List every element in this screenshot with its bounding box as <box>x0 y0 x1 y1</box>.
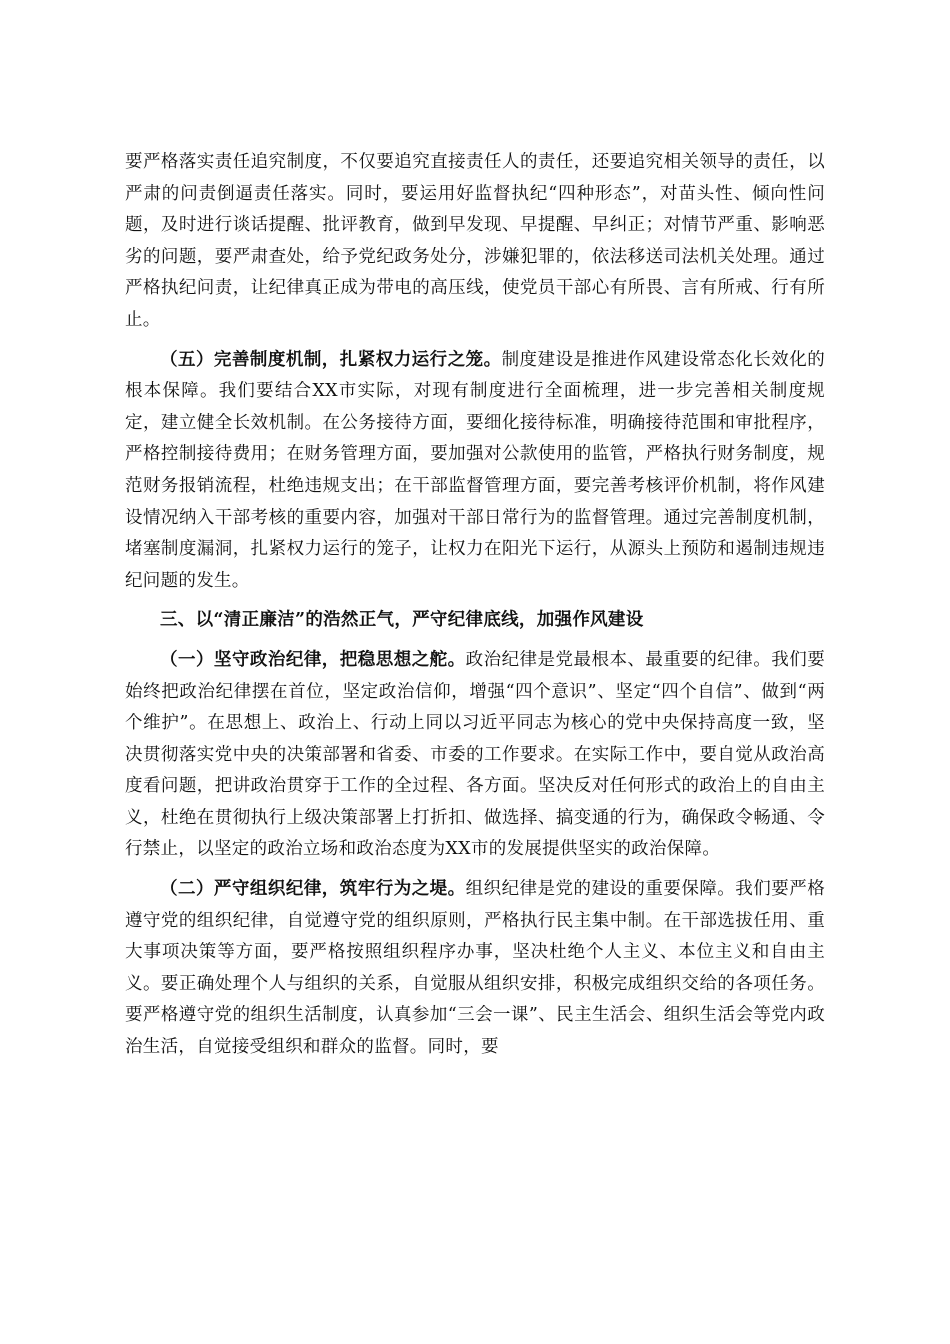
subsection-heading-1: （一）坚守政治纪律，把稳思想之舵。 <box>160 649 466 670</box>
subsection-heading-5: （五）完善制度机制，扎紧权力运行之笼。 <box>160 349 502 370</box>
paragraph-body: 制度建设是推进作风建设常态化长效化的根本保障。我们要结合XX市实际，对现有制度进行全面梳理，进一步完善相关制度规定，建立健全长效机制。在公务接待方面，要细化接待标准，明确接待范围和审批程序，严格控制接待费用；在财务管理方面，要加强对公款使用的监管，严格执行财务制度，规范财务报销流程，杜绝违规支出；在干部监督管理方面，要完善考核评价机制，将作风建设情况纳入干部考核的重要内容，加强对干部日常行为的监督管理。通过完善制度机制，堵塞制度漏洞，扎紧权力运行的笼子，让权力在阳光下运行，从源头上预防和遏制违规违纪问题的发生。 <box>125 349 825 591</box>
paragraph-gap <box>125 866 825 874</box>
paragraph-accountability: 要严格落实责任追究制度，不仅要追究直接责任人的责任，还要追究相关领导的责任，以严肃的问责倒逼责任落实。同时，要运用好监督执纪“四种形态”，对苗头性、倾向性问题，及时进行谈话提醒、批评教育，做到早发现、早提醒、早纠正；对情节严重、影响恶劣的问题，要严肃查处，给予党纪政务处分，涉嫌犯罪的，依法移送司法机关处理。通过严格执纪问责，让纪律真正成为带电的高压线，使党员干部心有所畏、言有所戒、行有所止。 <box>125 152 825 330</box>
paragraph-political-discipline <box>125 645 825 866</box>
paragraph-gap <box>125 637 825 645</box>
paragraph-gap <box>125 337 825 345</box>
subsection-heading-2: （二）严守组织纪律，筑牢行为之堤。 <box>160 879 466 900</box>
paragraph-gap <box>125 597 825 605</box>
paragraph-organizational-discipline <box>125 874 825 1064</box>
paragraph-system-mechanism <box>125 345 825 598</box>
document-page <box>125 147 825 1064</box>
section-3-title: 三、以“清正廉洁”的浩然正气，严守纪律底线，加强作风建设 <box>160 610 644 631</box>
paragraph-body: 政治纪律是党最根本、最重要的纪律。我们要始终把政治纪律摆在首位，坚定政治信仰，增强“四个意识”、坚定“四个自信”、做到“两个维护”。在思想上、政治上、行动上同以习近平同志为核心的党中央保持高度一致，坚决贯彻落实党中央的决策部署和省委、市委的工作要求。在实际工作中，要自觉从政治高度看问题，把讲政治贯穿于工作的全过程、各方面。坚决反对任何形式的政治上的自由主义，杜绝在贯彻执行上级决策部署上打折扣、做选择、搞变通的行为，确保政令畅通、令行禁止，以坚定的政治立场和政治态度为XX市的发展提供坚实的政治保障。 <box>125 649 825 860</box>
paragraph-body: 组织纪律是党的建设的重要保障。我们要严格遵守党的组织纪律，自觉遵守党的组织原则，严格执行民主集中制。在干部选拔任用、重大事项决策等方面，要严格按照组织程序办事，坚决杜绝个人主义、本位主义和自由主义。要正确处理个人与组织的关系，自觉服从组织安排，积极完成组织交给的各项任务。要严格遵守党的组织生活制度，认真参加“三会一课”、民主生活会、组织生活会等党内政治生活，自觉接受组织和群众的监督。同时，要 <box>125 879 825 1058</box>
